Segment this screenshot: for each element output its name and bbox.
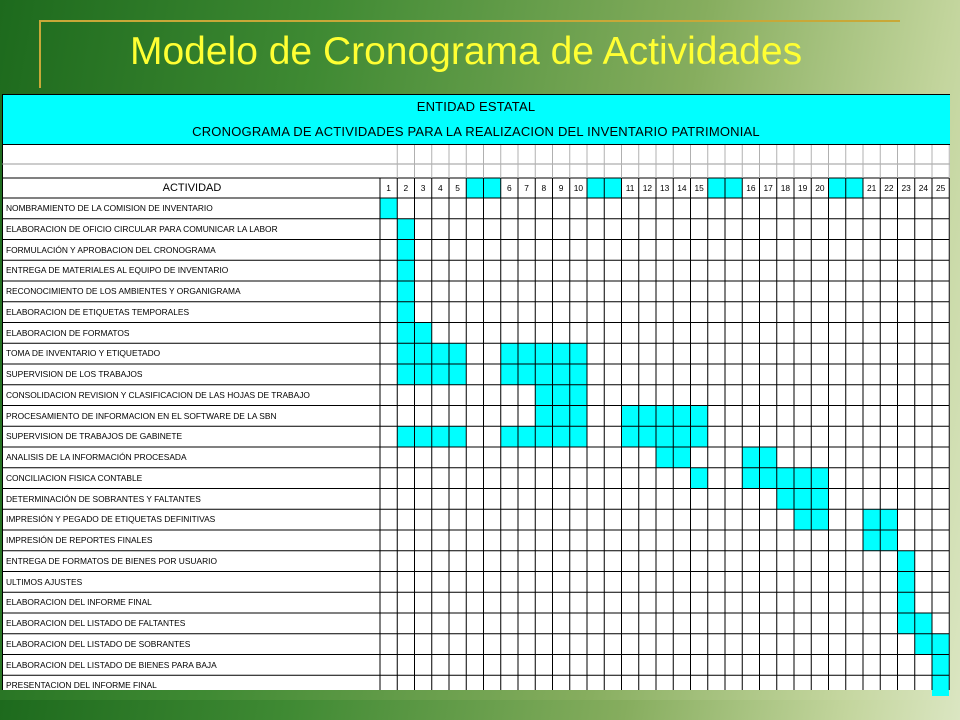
day-header-14: 14	[677, 183, 687, 193]
activity-name: ENTREGA DE MATERIALES AL EQUIPO DE INVENTARIO	[6, 265, 229, 276]
day-header-6: 6	[507, 183, 512, 193]
activity-name: CONCILIACION FISICA CONTABLE	[6, 472, 143, 483]
day-header-2: 2	[403, 183, 409, 193]
activity-name: FORMULACIÓN Y APROBACION DEL CRONOGRAMA	[6, 244, 216, 255]
day-header-16: 16	[746, 183, 756, 193]
activity-name: ELABORACION DEL LISTADO DE SOBRANTES	[6, 638, 191, 649]
day-header-18: 18	[780, 183, 791, 193]
day-header-22: 22	[884, 183, 894, 193]
day-header-7: 7	[524, 183, 529, 193]
activity-name: SUPERVISION DE LOS TRABAJOS	[6, 369, 143, 379]
day-header-24: 24	[918, 183, 929, 193]
day-header-1: 1	[386, 183, 391, 193]
activity-name: PRESENTACION DEL INFORME FINAL	[6, 680, 157, 691]
activity-name: IMPRESIÓN DE REPORTES FINALES	[6, 535, 153, 545]
activity-name: ELABORACION DE FORMATOS	[6, 327, 130, 338]
decorative-top-line	[40, 20, 900, 22]
activity-name: SUPERVISION DE TRABAJOS DE GABINETE	[6, 431, 183, 442]
day-header-9: 9	[558, 183, 564, 193]
table-gridlines	[2, 94, 950, 690]
day-header-23: 23	[901, 183, 911, 193]
activity-name: ULTIMOS AJUSTES	[6, 576, 83, 587]
day-header-10: 10	[573, 183, 584, 193]
day-header-21: 21	[866, 183, 877, 193]
day-header-25: 25	[935, 183, 946, 193]
day-header-5: 5	[455, 183, 460, 193]
activity-name: DETERMINACIÓN DE SOBRANTES Y FALTANTES	[6, 493, 201, 504]
activity-name: ANALISIS DE LA INFORMACIÓN PROCESADA	[6, 452, 187, 462]
activity-name: PROCESAMIENTO DE INFORMACION EN EL SOFTWARE DE LA SBN	[6, 410, 277, 421]
day-header-19: 19	[797, 183, 808, 193]
day-header-12: 12	[642, 183, 653, 193]
schedule-sheet	[2, 94, 950, 690]
slide-title: Modelo de Cronograma de Actividades	[130, 30, 803, 73]
activity-name: ENTREGA DE FORMATOS DE BIENES POR USUARIO	[6, 555, 217, 566]
activity-column-header: ACTIVIDAD	[162, 182, 222, 194]
activity-name: CONSOLIDACION REVISION Y CLASIFICACION DE LAS HOJAS DE TRABAJO	[6, 389, 310, 400]
activity-name: ELABORACION DEL INFORME FINAL	[6, 597, 152, 608]
day-header-13: 13	[659, 183, 670, 193]
slide-footer-band	[0, 700, 960, 720]
activity-name: ELABORACION DE ETIQUETAS TEMPORALES	[6, 306, 190, 317]
activity-name: NOMBRAMIENTO DE LA COMISION DE INVENTARIO	[6, 203, 213, 213]
entity-header: ENTIDAD ESTATAL	[2, 94, 950, 119]
activity-name: RECONOCIMIENTO DE LOS AMBIENTES Y ORGANIGRAMA	[6, 286, 241, 296]
day-header-20: 20	[815, 183, 825, 193]
day-header-4: 4	[438, 183, 443, 193]
day-header-11: 11	[625, 183, 635, 193]
activity-name: IMPRESIÓN Y PEGADO DE ETIQUETAS DEFINITIVAS	[6, 514, 216, 525]
day-header-17: 17	[763, 183, 773, 193]
schedule-title-header: CRONOGRAMA DE ACTIVIDADES PARA LA REALIZACION DEL INVENTARIO PATRIMONIAL	[2, 119, 950, 145]
activity-name: TOMA DE INVENTARIO Y ETIQUETADO	[6, 348, 161, 359]
activity-name: ELABORACION DE OFICIO CIRCULAR PARA COMUNICAR LA LABOR	[6, 223, 278, 234]
day-header-15: 15	[694, 183, 704, 193]
activity-name: ELABORACION DEL LISTADO DE FALTANTES	[6, 618, 186, 628]
decorative-left-line	[39, 20, 41, 88]
day-header-3: 3	[420, 183, 426, 193]
day-header-8: 8	[541, 183, 547, 193]
activity-name: ELABORACION DEL LISTADO DE BIENES PARA BAJA	[6, 659, 217, 670]
